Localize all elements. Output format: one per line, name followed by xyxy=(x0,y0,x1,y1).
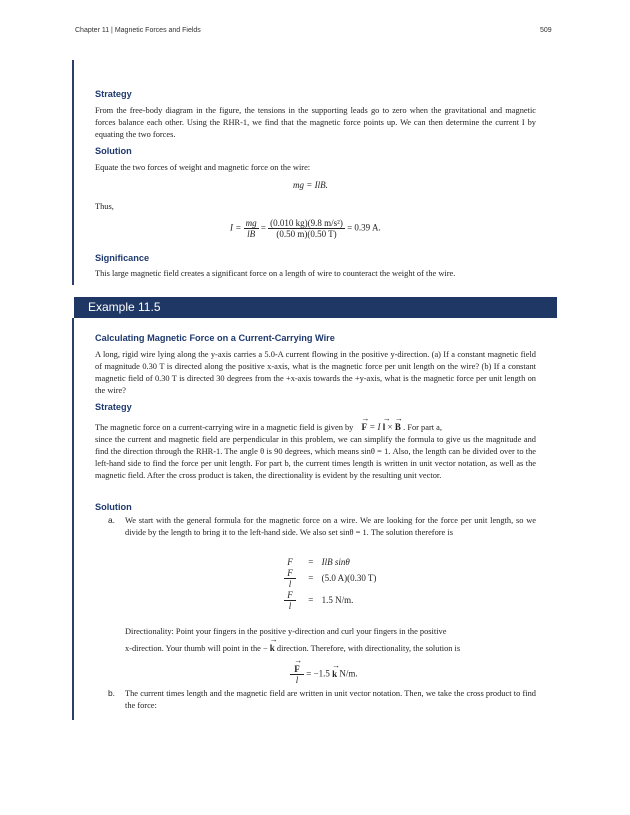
eq2-f1-den: lB xyxy=(247,229,256,239)
eq2-f2-num: (0.010 kg)(9.8 m/s²) xyxy=(270,218,343,228)
eqa1-eq: = xyxy=(308,557,314,567)
directionality-line1: Directionality: Point your fingers in the positive y-direction and curl your fingers in the positive xyxy=(125,627,447,636)
eqa3-den: l xyxy=(288,601,292,611)
example-banner xyxy=(74,297,557,318)
strategy-paragraph: From the free-body diagram in the figure, the tensions in the supporting leads go to zero when the gravitational and magnetic forces balance each other. Using the RHR-1, we find that the magnetic force points up. We can then determine the current I by equating the two forces. xyxy=(95,106,536,139)
strategy-line1-end: . For part a, xyxy=(403,423,442,432)
strategy-line1-text: The magnetic force on a current-carrying wire in a magnetic field is given by xyxy=(95,423,354,432)
eqa2-eq: = xyxy=(308,572,314,583)
item-a-marker: a. xyxy=(108,515,115,525)
example-intro: A long, rigid wire lying along the y-axis carries a 5.0-A current flowing in the positive y-direction. (a) If a constant magnetic field of magnitude 0.30 T is directed along the positive x-axis, what is the magnetic force per unit length on the wire? (b) If a constant magnetic field of 0.30 T is directed 30 degrees from the +x-axis towards the +y-axis, what is the magnetic force per unit length on the wire? xyxy=(95,350,536,395)
equation-a1 xyxy=(284,557,444,567)
thus-text: Thus, xyxy=(95,202,114,211)
eq2-fraction-1 xyxy=(244,218,259,239)
page-number: 509 xyxy=(540,27,552,34)
equation-a2 xyxy=(284,568,444,589)
item-a-text: We start with the general formula for the magnetic force on a wire. We are looking for the force per unit length, so we divide by the length to bring it to the left-hand side. We also set sinθ = 1. The solution therefore is xyxy=(125,516,536,537)
directionality-2a: x-direction. Your thumb will point in the − xyxy=(125,644,268,653)
eqa2-frac xyxy=(284,568,296,589)
equation-weight-force xyxy=(293,180,328,190)
eqdir-frac xyxy=(290,664,304,685)
strategy-heading: Strategy xyxy=(95,89,132,99)
formula-eq: = I xyxy=(369,422,381,432)
significance-heading: Significance xyxy=(95,253,150,263)
eqa3-frac xyxy=(284,590,296,611)
equation-direction xyxy=(290,664,358,685)
lorentz-formula xyxy=(361,422,403,432)
equation-a3 xyxy=(284,590,444,611)
eqdir-end: N/m. xyxy=(339,668,358,679)
vec-F: → F xyxy=(361,421,367,433)
item-b-text: The current times length and the magnetic field are written in unit vector notation. Then, we take the cross product to find the force: xyxy=(125,689,536,710)
vec-l: → l xyxy=(383,421,386,433)
example-solution-heading: Solution xyxy=(95,502,132,512)
directionality-2b: direction. Therefore, with directionality, the solution is xyxy=(276,644,461,653)
solution-heading: Solution xyxy=(95,146,132,156)
eqa1-lhs: F xyxy=(287,557,293,567)
item-b-marker: b. xyxy=(108,688,115,698)
formula-cross: × xyxy=(387,422,393,432)
eqdir-num: → F xyxy=(294,664,300,674)
example-strategy-rest: since the current and magnetic field are perpendicular in this problem, we can simplify the formula to give us the magnitude and find the direction through the RHR-1. The angle θ is 90 degrees, which means sinθ = 1. Also, the length can be divided over to the left-hand side to find the force per unit length. For part b, the current times length is written in unit vector notation, as well as the magnetic field. After the cross product is taken, the directionality is evident by the resulting unit vector. xyxy=(95,435,536,480)
example-title: Calculating Magnetic Force on a Current-Carrying Wire xyxy=(95,333,335,343)
eq2-lhs: I = xyxy=(230,222,242,233)
significance-paragraph: This large magnetic field creates a significant force on a length of wire to counteract the weight of the wire. xyxy=(95,269,456,278)
eqa1-rhs: IlB sinθ xyxy=(321,557,350,567)
eq2-equals: = xyxy=(260,222,266,233)
vec-B: → B xyxy=(395,421,401,433)
eq2-f2-den: (0.50 m)(0.50 T) xyxy=(276,229,337,239)
eqdir-den: l xyxy=(295,675,299,685)
vec-k: → k xyxy=(270,642,275,654)
solution-paragraph: Equate the two forces of weight and magnetic force on the wire: xyxy=(95,163,311,172)
directionality-line2 xyxy=(125,642,536,655)
eqa2-den: l xyxy=(288,579,292,589)
eq1-right: = IlB. xyxy=(306,180,328,190)
eq2-fraction-2 xyxy=(268,218,345,239)
eqa3-rhs: 1.5 N/m. xyxy=(321,594,354,605)
example-banner-title: Example 11.5 xyxy=(88,300,161,314)
example-strategy-line1 xyxy=(95,421,536,434)
left-accent-bar-top xyxy=(72,60,74,285)
eq1-left: mg xyxy=(293,180,304,190)
eq2-f1-num: mg xyxy=(245,218,257,228)
eqa2-num: F xyxy=(284,568,296,579)
eqa2-rhs: (5.0 A)(0.30 T) xyxy=(321,572,377,583)
running-header: Chapter 11 | Magnetic Forces and Fields xyxy=(75,27,201,34)
eqa3-eq: = xyxy=(308,594,314,605)
eq2-result: = 0.39 A. xyxy=(347,222,381,233)
eqa3-num: F xyxy=(284,590,296,601)
eqdir-mid: = −1.5 xyxy=(306,668,330,679)
left-accent-bar-example xyxy=(72,318,74,720)
equation-current xyxy=(230,218,381,239)
example-strategy-heading: Strategy xyxy=(95,402,132,412)
eqdir-k: → k xyxy=(332,669,337,679)
